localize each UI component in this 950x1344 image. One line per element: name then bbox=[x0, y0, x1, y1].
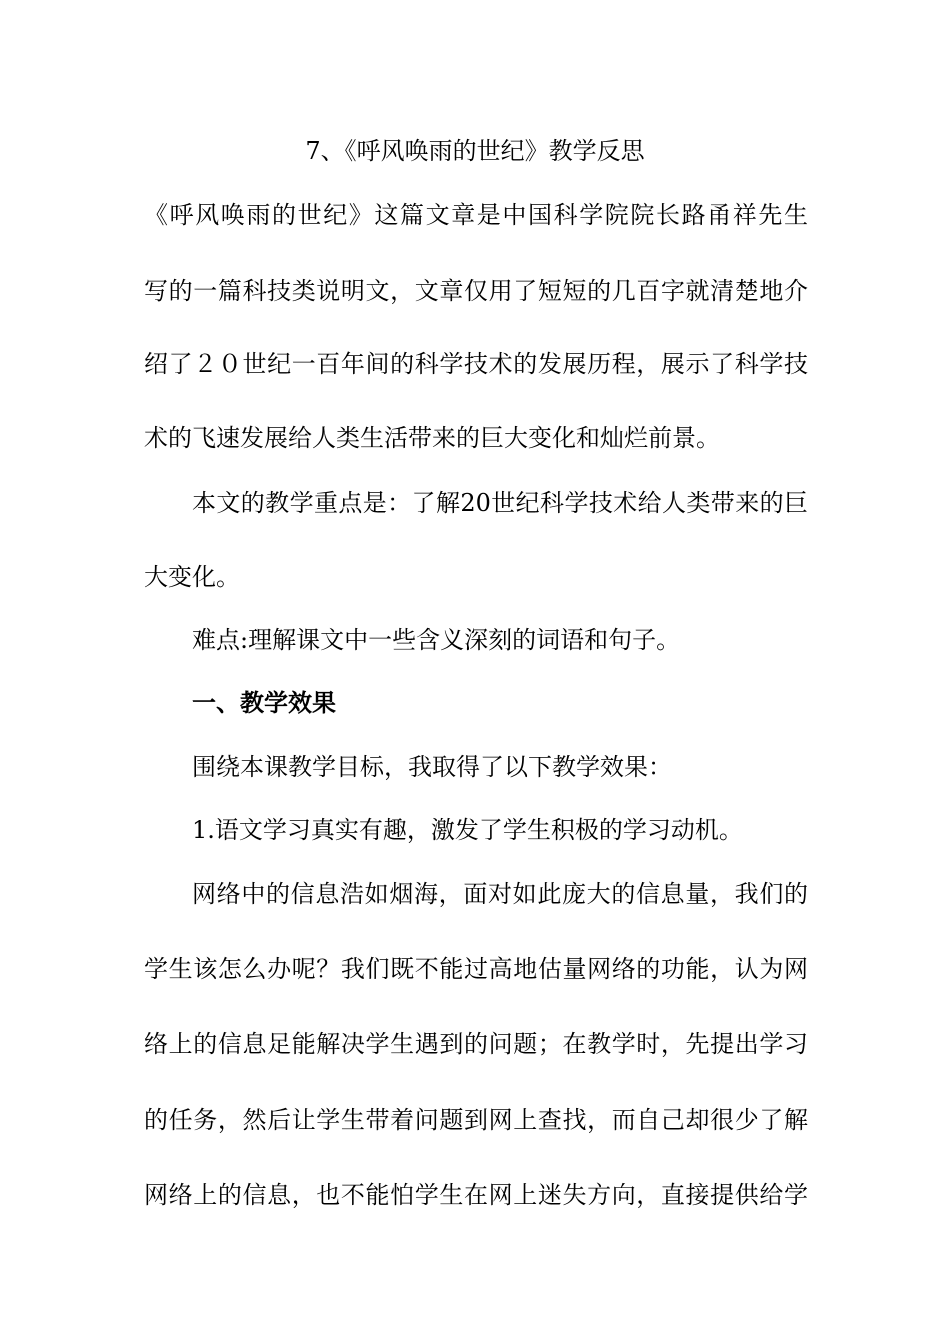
paragraph-line: 难点:理解课文中一些含义深刻的词语和句子。 bbox=[192, 626, 681, 654]
paragraph-line: 《呼风唤雨的世纪》这篇文章是中国科学院院长路甬祥先生 bbox=[144, 201, 808, 229]
paragraph-line: 学生该怎么办呢？我们既不能过高地估量网络的功能，认为网 bbox=[144, 955, 808, 983]
paragraph-line: 网络中的信息浩如烟海，面对如此庞大的信息量，我们的 bbox=[192, 880, 808, 908]
document-title: 7、《呼风唤雨的世纪》教学反思 bbox=[305, 137, 645, 165]
paragraph-line: 1.语文学习真实有趣，激发了学生积极的学习动机。 bbox=[192, 816, 743, 844]
paragraph-line: 写的一篇科技类说明文，文章仅用了短短的几百字就清楚地介 bbox=[144, 277, 808, 305]
paragraph-line: 绍了２０世纪一百年间的科学技术的发展历程，展示了科学技 bbox=[144, 350, 808, 378]
paragraph-line: 围绕本课教学目标，我取得了以下教学效果： bbox=[192, 753, 672, 781]
paragraph-line: 术的飞速发展给人类生活带来的巨大变化和灿烂前景。 bbox=[144, 424, 720, 452]
paragraph-line: 大变化。 bbox=[144, 563, 240, 591]
paragraph-line: 本文的教学重点是：了解20世纪科学技术给人类带来的巨 bbox=[192, 489, 808, 517]
paragraph-line: 络上的信息足能解决学生遇到的问题；在教学时，先提出学习 bbox=[144, 1030, 808, 1058]
paragraph-line: 的任务，然后让学生带着问题到网上查找，而自己却很少了解 bbox=[144, 1106, 808, 1134]
paragraph-line: 网络上的信息，也不能怕学生在网上迷失方向，直接提供给学 bbox=[144, 1181, 808, 1209]
section-heading: 一、教学效果 bbox=[192, 688, 336, 717]
